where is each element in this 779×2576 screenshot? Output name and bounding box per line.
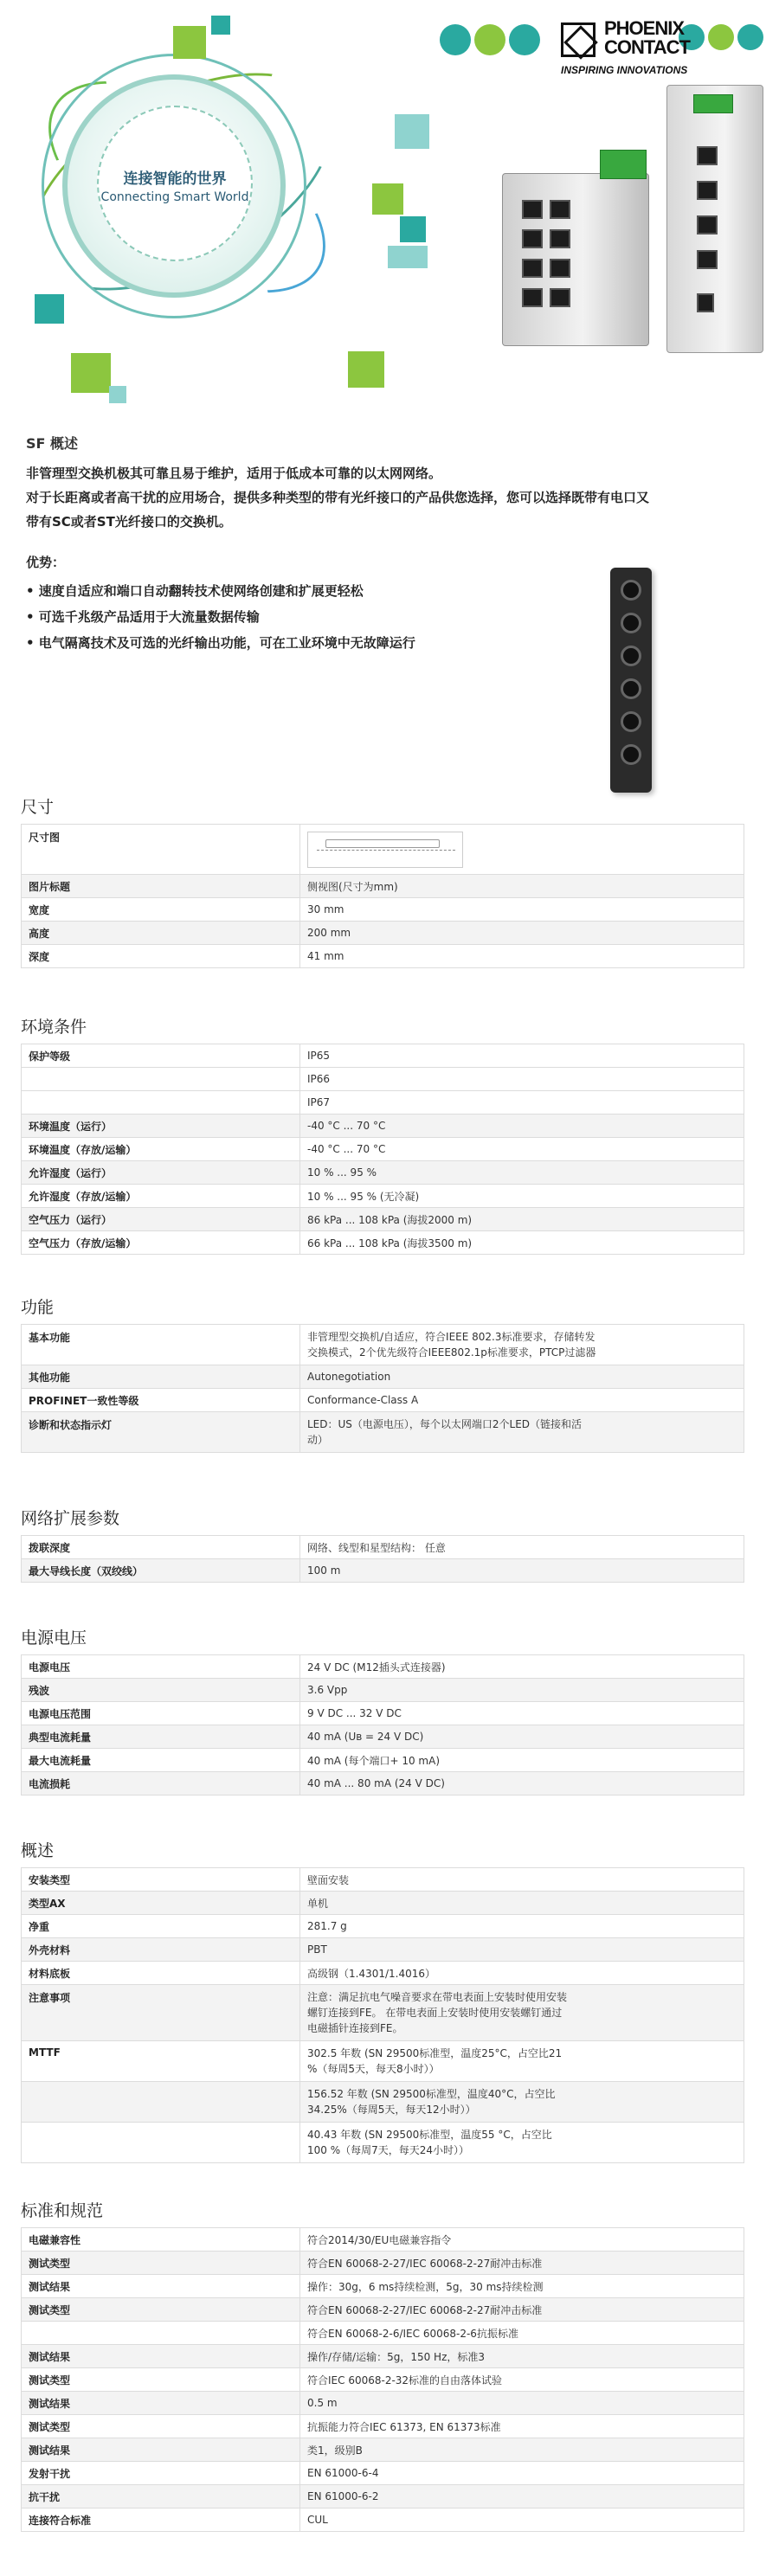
- spec-row: [22, 1161, 744, 1185]
- spec-row: [22, 1985, 744, 2041]
- spec-value: 符合EN 60068-2-27/IEC 60068-2-27耐冲击标准: [300, 2252, 744, 2275]
- spec-table: [21, 1044, 744, 1255]
- spec-row: [22, 2322, 744, 2345]
- spec-key: 材料底板: [22, 1962, 300, 1985]
- spec-row: [22, 2041, 744, 2082]
- spec-key: 电磁兼容性: [22, 2228, 300, 2252]
- spec-value: 操作/存储/运输：5g，150 Hz，标准3: [300, 2345, 744, 2368]
- spec-row: [22, 1412, 744, 1453]
- spec-row: [22, 1559, 744, 1583]
- spec-key: 允许湿度（存放/运输）: [22, 1185, 300, 1208]
- spec-value: 符合IEC 60068-2-32标准的自由落体试验: [300, 2368, 744, 2392]
- spec-row: [22, 1185, 744, 1208]
- section-title: 电源电压: [21, 1628, 87, 1648]
- spec-key: 深度: [22, 945, 300, 968]
- spec-value: 100 m: [300, 1559, 744, 1583]
- spec-key: 典型电流耗量: [22, 1725, 300, 1749]
- product-switch-back: [666, 85, 763, 353]
- spec-row: [22, 1725, 744, 1749]
- overview-paragraph: 非管理型交换机极其可靠且易于维护，适用于低成本可靠的以太网网络。: [26, 466, 442, 481]
- spec-value: 符合2014/30/EU电磁兼容指令: [300, 2228, 744, 2252]
- spec-key: 图片标题: [22, 875, 300, 898]
- spec-value: PBT: [300, 1938, 744, 1962]
- spec-table: [21, 1324, 744, 1453]
- spec-key: 测试结果: [22, 2275, 300, 2298]
- spec-value: IP65: [300, 1044, 744, 1068]
- spec-value: 40 mA ... 80 mA (24 V DC): [300, 1772, 744, 1795]
- spec-key: 测试类型: [22, 2415, 300, 2438]
- spec-value: 24 V DC (M12插头式连接器): [300, 1655, 744, 1679]
- spec-value: 9 V DC ... 32 V DC: [300, 1702, 744, 1725]
- spec-value: 壁面安装: [300, 1868, 744, 1892]
- spec-row: [22, 1772, 744, 1795]
- decor-dot: [440, 24, 471, 55]
- section-function: [21, 1294, 744, 1453]
- spec-key: 环境温度（存放/运输）: [22, 1138, 300, 1161]
- globe-subtitle: Connecting Smart World: [100, 190, 249, 204]
- spec-key: 净重: [22, 1915, 300, 1938]
- spec-value: EN 61000-6-4: [300, 2462, 744, 2485]
- spec-row: [22, 2275, 744, 2298]
- advantages-title: 优势：: [26, 555, 66, 570]
- spec-key: 环境温度（运行）: [22, 1115, 300, 1138]
- logo-name: PHOENIX CONTACT: [604, 17, 690, 58]
- spec-key: 测试类型: [22, 2368, 300, 2392]
- spec-table: [21, 2227, 744, 2532]
- spec-row: [22, 1892, 744, 1915]
- spec-row: [22, 945, 744, 968]
- spec-row: [22, 1365, 744, 1389]
- spec-key: PROFINET一致性等级: [22, 1389, 300, 1412]
- spec-key: 测试类型: [22, 2252, 300, 2275]
- spec-key: 测试结果: [22, 2345, 300, 2368]
- spec-value: IP67: [300, 1091, 744, 1115]
- spec-row: [22, 1655, 744, 1679]
- decor-dot: [474, 24, 505, 55]
- spec-value: 网络、线型和星型结构： 任意: [300, 1536, 744, 1559]
- spec-key: 外壳材料: [22, 1938, 300, 1962]
- decor-square: [35, 294, 64, 324]
- spec-value: 10 % ... 95 % (无冷凝): [300, 1185, 744, 1208]
- section-general: [21, 1838, 744, 2163]
- spec-row: [22, 2228, 744, 2252]
- decor-square: [173, 26, 206, 59]
- spec-row: [22, 1868, 744, 1892]
- spec-value: 操作：30g，6 ms持续检测，5g，30 ms持续检测: [300, 2275, 744, 2298]
- spec-key: 高度: [22, 922, 300, 945]
- spec-value: 281.7 g: [300, 1915, 744, 1938]
- spec-key: 基本功能: [22, 1325, 300, 1365]
- spec-key: [22, 2322, 300, 2345]
- overview-paragraph: 带有SC或者ST光纤接口的交换机。: [26, 514, 232, 530]
- spec-key: 空气压力（运行）: [22, 1208, 300, 1231]
- spec-row: [22, 898, 744, 922]
- spec-key: 残波: [22, 1679, 300, 1702]
- spec-row: [22, 1389, 744, 1412]
- spec-key: 连接符合标准: [22, 2509, 300, 2532]
- spec-row: [22, 2509, 744, 2532]
- decor-square: [348, 351, 384, 388]
- spec-key: 测试结果: [22, 2392, 300, 2415]
- decor-square: [372, 183, 403, 215]
- spec-value: 抗振能力符合IEC 61373, EN 61373标准: [300, 2415, 744, 2438]
- spec-value: 302.5 年数 (SN 29500标准型，温度25°C，占空比21 %（每周5天，每天8小时））: [300, 2041, 744, 2082]
- spec-value: 侧视图(尺寸为mm): [300, 875, 744, 898]
- spec-value: 0.5 m: [300, 2392, 744, 2415]
- spec-value: 66 kPa ... 108 kPa (海拔3500 m): [300, 1231, 744, 1255]
- spec-key: 安装类型: [22, 1868, 300, 1892]
- spec-value: 86 kPa ... 108 kPa (海拔2000 m): [300, 1208, 744, 1231]
- spec-key: 拨联深度: [22, 1536, 300, 1559]
- spec-value: 高级钢（1.4301/1.4016）: [300, 1962, 744, 1985]
- spec-row: [22, 1091, 744, 1115]
- spec-key: 最大导线长度（双绞线）: [22, 1559, 300, 1583]
- spec-key: 诊断和状态指示灯: [22, 1412, 300, 1453]
- advantage-item: • 速度自适应和端口自动翻转技术使网络创建和扩展更轻松: [26, 583, 364, 599]
- advantage-item: • 电气隔离技术及可选的光纤输出功能，可在工业环境中无故障运行: [26, 635, 415, 651]
- spec-key: 电源电压: [22, 1655, 300, 1679]
- spec-row: [22, 2462, 744, 2485]
- spec-value: 类1，级别B: [300, 2438, 744, 2462]
- spec-row: [22, 1702, 744, 1725]
- section-title: 网络扩展参数: [21, 1509, 120, 1528]
- spec-key: 其他功能: [22, 1365, 300, 1389]
- overview-paragraph: 对于长距离或者高干扰的应用场合，提供多种类型的带有光纤接口的产品供您选择，您可以选择既带有电口又: [26, 490, 650, 505]
- spec-row: [22, 875, 744, 898]
- product-overview: [26, 433, 770, 656]
- spec-value: -40 °C ... 70 °C: [300, 1138, 744, 1161]
- section-standards: [21, 2198, 744, 2532]
- spec-row: [22, 1679, 744, 1702]
- spec-value: Conformance-Class A: [300, 1389, 744, 1412]
- spec-value: 40.43 年数 (SN 29500标准型，温度55 °C，占空比100 %（每周7天，每天24小时））: [300, 2123, 744, 2163]
- spec-table: [21, 824, 744, 968]
- spec-value: 注意：满足抗电气噪音要求在带电表面上安装时使用安装螺钉连接到FE。 在带电表面上安装时使用安装螺钉通过电磁插针连接到FE。: [300, 1985, 744, 2041]
- spec-value: 10 % ... 95 %: [300, 1161, 744, 1185]
- spec-key: MTTF: [22, 2041, 300, 2082]
- logo-mark-icon: [561, 22, 596, 57]
- spec-row: [22, 2485, 744, 2509]
- brand-logo: [561, 17, 762, 74]
- spec-value: 41 mm: [300, 945, 744, 968]
- spec-row: [22, 2082, 744, 2123]
- spec-key: 宽度: [22, 898, 300, 922]
- spec-table: [21, 1867, 744, 2163]
- spec-value: -40 °C ... 70 °C: [300, 1115, 744, 1138]
- spec-key: [22, 1068, 300, 1091]
- spec-row: [22, 922, 744, 945]
- spec-row: [22, 1938, 744, 1962]
- spec-key: [22, 2082, 300, 2123]
- spec-table: [21, 1654, 744, 1795]
- decor-square: [400, 216, 426, 242]
- spec-key: 允许湿度（运行）: [22, 1161, 300, 1185]
- spec-key: [22, 2123, 300, 2163]
- spec-value: 40 mA (Uʙ = 24 V DC): [300, 1725, 744, 1749]
- section-network: [21, 1506, 744, 1583]
- spec-row: [22, 2123, 744, 2163]
- spec-row: [22, 2345, 744, 2368]
- decor-square: [211, 16, 230, 35]
- spec-row: [22, 1915, 744, 1938]
- product-switch-front: [502, 173, 649, 346]
- hero-banner: [0, 0, 779, 415]
- spec-value: CUL: [300, 2509, 744, 2532]
- spec-row: [22, 1749, 744, 1772]
- spec-key: 最大电流耗量: [22, 1749, 300, 1772]
- spec-key: 类型AX: [22, 1892, 300, 1915]
- section-title: 标准和规范: [21, 2201, 104, 2220]
- section-power: [21, 1625, 744, 1795]
- section-title: 尺寸: [21, 798, 55, 817]
- spec-row: [22, 1536, 744, 1559]
- section-title: 概述: [21, 1841, 55, 1860]
- section-dimensions: [21, 794, 744, 968]
- globe-title: 连接智能的世界: [123, 170, 227, 188]
- spec-row: [22, 2392, 744, 2415]
- decor-square: [109, 386, 126, 403]
- spec-row: [22, 2438, 744, 2462]
- spec-value: 40 mA (每个端口+ 10 mA): [300, 1749, 744, 1772]
- section-environment: [21, 1014, 744, 1255]
- spec-key: [22, 1091, 300, 1115]
- spec-value: 156.52 年数 (SN 29500标准型，温度40°C，占空比34.25%（每周5天，每天12小时））: [300, 2082, 744, 2123]
- spec-key: 空气压力（存放/运输）: [22, 1231, 300, 1255]
- spec-value: IP66: [300, 1068, 744, 1091]
- spec-row: [22, 1138, 744, 1161]
- spec-value: LED：US（电源电压），每个以太网端口2个LED（链接和活动）: [300, 1412, 744, 1453]
- decor-dot: [509, 24, 540, 55]
- spec-row: [22, 825, 744, 875]
- spec-row: [22, 2252, 744, 2275]
- product-m12-switch-image: [610, 568, 652, 793]
- spec-key: 尺寸图: [22, 825, 300, 875]
- spec-value: 单机: [300, 1892, 744, 1915]
- spec-table: [21, 1535, 744, 1583]
- section-title: 环境条件: [21, 1018, 87, 1037]
- spec-key: 注意事项: [22, 1985, 300, 2041]
- spec-row: [22, 1208, 744, 1231]
- spec-key: 保护等级: [22, 1044, 300, 1068]
- dimension-drawing-image: [307, 832, 463, 868]
- spec-value: EN 61000-6-2: [300, 2485, 744, 2509]
- spec-row: [22, 1325, 744, 1365]
- spec-value: 非管理型交换机/自适应，符合IEEE 802.3标准要求，存储转发交换模式，2个优先级符合IEEE802.1p标准要求，PTCP过滤器: [300, 1325, 744, 1365]
- spec-value: 3.6 Vpp: [300, 1679, 744, 1702]
- spec-row: [22, 1044, 744, 1068]
- spec-value: 30 mm: [300, 898, 744, 922]
- spec-key: 电流损耗: [22, 1772, 300, 1795]
- spec-row: [22, 1115, 744, 1138]
- spec-row: [22, 2415, 744, 2438]
- spec-value: Autonegotiation: [300, 1365, 744, 1389]
- spec-key: 测试结果: [22, 2438, 300, 2462]
- spec-value: 符合EN 60068-2-6/IEC 60068-2-6抗振标准: [300, 2322, 744, 2345]
- spec-row: [22, 2368, 744, 2392]
- decor-square: [395, 114, 429, 149]
- spec-key: 抗干扰: [22, 2485, 300, 2509]
- overview-title: SF 概述: [26, 435, 79, 452]
- spec-row: [22, 1068, 744, 1091]
- spec-row: [22, 2298, 744, 2322]
- spec-row: [22, 1231, 744, 1255]
- advantage-item: • 可选千兆级产品适用于大流量数据传输: [26, 609, 260, 625]
- section-title: 功能: [21, 1298, 55, 1317]
- spec-value: 符合EN 60068-2-27/IEC 60068-2-27耐冲击标准: [300, 2298, 744, 2322]
- decor-square: [388, 246, 428, 268]
- dimension-drawing-cell: [300, 825, 744, 875]
- spec-value: 200 mm: [300, 922, 744, 945]
- spec-key: 测试类型: [22, 2298, 300, 2322]
- spec-row: [22, 1962, 744, 1985]
- logo-tagline: INSPIRING INNOVATIONS: [561, 64, 688, 76]
- spec-key: 电源电压范围: [22, 1702, 300, 1725]
- decor-square: [71, 353, 111, 393]
- spec-key: 发射干扰: [22, 2462, 300, 2485]
